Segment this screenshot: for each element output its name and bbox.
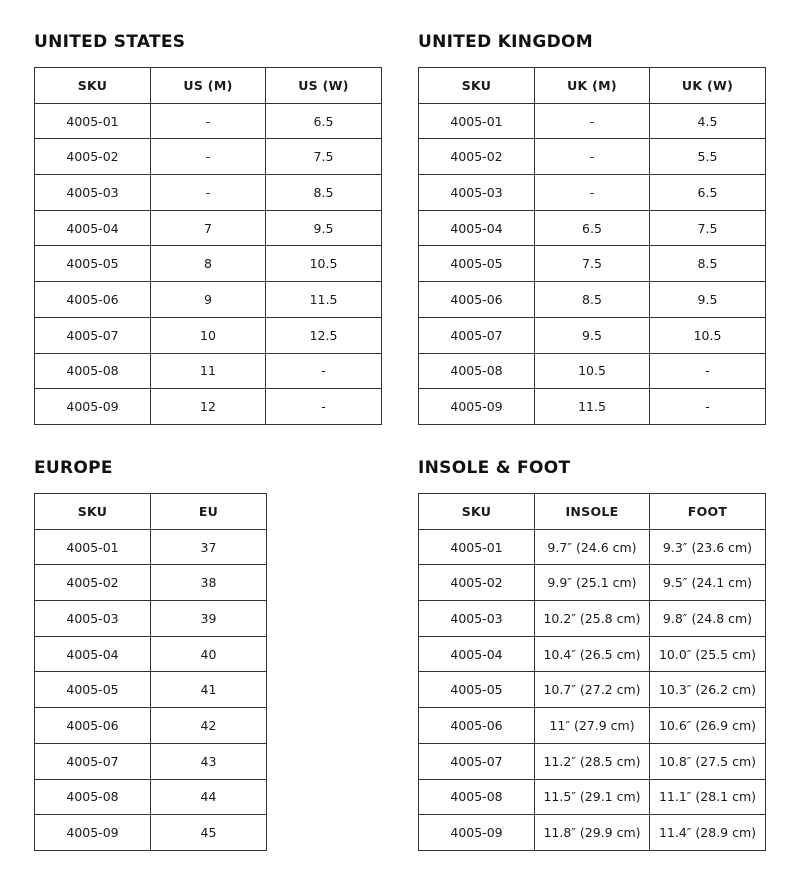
size-cell: 10.0″ (25.5 cm) (650, 636, 766, 672)
sku-cell: 4005-03 (419, 175, 535, 211)
table-row (35, 815, 267, 851)
size-cell: - (535, 139, 650, 175)
table-row (419, 601, 766, 637)
column-header: UK (M) (535, 68, 650, 104)
sku-cell: 4005-06 (419, 282, 535, 318)
column-header: SKU (419, 68, 535, 104)
us-title: UNITED STATES (34, 32, 186, 52)
size-cell: 37 (151, 529, 267, 565)
table-header-row (35, 494, 267, 530)
table-header-row (419, 68, 766, 104)
size-cell: 42 (151, 708, 267, 744)
table-row (35, 317, 382, 353)
size-cell: 9.8″ (24.8 cm) (650, 601, 766, 637)
size-cell: 11.2″ (28.5 cm) (535, 743, 650, 779)
size-cell: - (151, 175, 266, 211)
column-header: US (W) (266, 68, 382, 104)
sku-cell: 4005-08 (35, 779, 151, 815)
size-cell: 8.5 (650, 246, 766, 282)
table-row (35, 565, 267, 601)
sku-cell: 4005-05 (35, 672, 151, 708)
sku-cell: 4005-01 (419, 529, 535, 565)
size-cell: 11.5″ (29.1 cm) (535, 779, 650, 815)
size-cell: 11.5 (535, 389, 650, 425)
size-cell: 10.7″ (27.2 cm) (535, 672, 650, 708)
us-size-table (34, 67, 382, 425)
table-row (419, 565, 766, 601)
table-row (419, 708, 766, 744)
table-row (35, 246, 382, 282)
size-cell: 5.5 (650, 139, 766, 175)
size-cell: 7 (151, 210, 266, 246)
sku-cell: 4005-07 (35, 317, 151, 353)
table-row (35, 210, 382, 246)
size-cell: 10.6″ (26.9 cm) (650, 708, 766, 744)
uk-size-table (418, 67, 766, 425)
size-cell: - (650, 353, 766, 389)
size-cell: - (266, 389, 382, 425)
table-row (35, 779, 267, 815)
sku-cell: 4005-09 (419, 389, 535, 425)
size-cell: 11″ (27.9 cm) (535, 708, 650, 744)
column-header: SKU (419, 494, 535, 530)
sku-cell: 4005-01 (35, 103, 151, 139)
size-cell: 11.5 (266, 282, 382, 318)
size-cell: 8.5 (535, 282, 650, 318)
sku-cell: 4005-05 (419, 672, 535, 708)
size-cell: 12 (151, 389, 266, 425)
table-row (419, 389, 766, 425)
size-cell: 9.7″ (24.6 cm) (535, 529, 650, 565)
table-row (419, 317, 766, 353)
column-header: SKU (35, 68, 151, 104)
table-row (35, 389, 382, 425)
uk-title: UNITED KINGDOM (418, 32, 593, 52)
insole-foot-table (418, 493, 766, 851)
size-cell: 44 (151, 779, 267, 815)
column-header: FOOT (650, 494, 766, 530)
size-cell: 11.8″ (29.9 cm) (535, 815, 650, 851)
column-header: EU (151, 494, 267, 530)
size-cell: 10.3″ (26.2 cm) (650, 672, 766, 708)
table-row (419, 636, 766, 672)
sku-cell: 4005-05 (35, 246, 151, 282)
size-cell: 39 (151, 601, 267, 637)
sku-cell: 4005-07 (35, 743, 151, 779)
size-cell: 9.5 (650, 282, 766, 318)
size-cell: 7.5 (535, 246, 650, 282)
sku-cell: 4005-08 (419, 353, 535, 389)
table-row (35, 601, 267, 637)
sku-cell: 4005-03 (35, 601, 151, 637)
size-cell: 10 (151, 317, 266, 353)
size-cell: 10.5 (650, 317, 766, 353)
size-cell: 11 (151, 353, 266, 389)
table-row (35, 353, 382, 389)
sku-cell: 4005-03 (419, 601, 535, 637)
table-row (419, 529, 766, 565)
table-row (419, 139, 766, 175)
table-row (35, 672, 267, 708)
table-row (35, 529, 267, 565)
size-cell: 9.9″ (25.1 cm) (535, 565, 650, 601)
sku-cell: 4005-09 (35, 815, 151, 851)
sku-cell: 4005-04 (35, 636, 151, 672)
size-cell: 10.8″ (27.5 cm) (650, 743, 766, 779)
size-cell: 40 (151, 636, 267, 672)
column-header: UK (W) (650, 68, 766, 104)
sku-cell: 4005-01 (35, 529, 151, 565)
table-row (35, 636, 267, 672)
sku-cell: 4005-08 (35, 353, 151, 389)
table-row (419, 175, 766, 211)
table-row (35, 175, 382, 211)
table-row (419, 779, 766, 815)
size-cell: 10.4″ (26.5 cm) (535, 636, 650, 672)
sku-cell: 4005-06 (419, 708, 535, 744)
size-cell: 6.5 (535, 210, 650, 246)
sku-cell: 4005-02 (419, 139, 535, 175)
eu-size-table (34, 493, 267, 851)
size-cell: 8 (151, 246, 266, 282)
size-cell: 7.5 (266, 139, 382, 175)
table-row (419, 103, 766, 139)
sku-cell: 4005-07 (419, 317, 535, 353)
table-row (419, 282, 766, 318)
size-cell: 9.5 (266, 210, 382, 246)
sku-cell: 4005-09 (35, 389, 151, 425)
sku-cell: 4005-08 (419, 779, 535, 815)
column-header: INSOLE (535, 494, 650, 530)
size-cell: 9 (151, 282, 266, 318)
sku-cell: 4005-04 (35, 210, 151, 246)
table-row (35, 743, 267, 779)
table-row (419, 353, 766, 389)
table-header-row (419, 494, 766, 530)
size-cell: - (151, 139, 266, 175)
table-row (35, 103, 382, 139)
table-header-row (35, 68, 382, 104)
size-cell: 12.5 (266, 317, 382, 353)
sku-cell: 4005-02 (35, 565, 151, 601)
table-row (35, 139, 382, 175)
size-cell: 11.1″ (28.1 cm) (650, 779, 766, 815)
size-cell: 9.3″ (23.6 cm) (650, 529, 766, 565)
size-cell: 8.5 (266, 175, 382, 211)
size-cell: 7.5 (650, 210, 766, 246)
size-cell: 43 (151, 743, 267, 779)
sku-cell: 4005-06 (35, 708, 151, 744)
size-cell: 4.5 (650, 103, 766, 139)
size-cell: - (535, 175, 650, 211)
sku-cell: 4005-04 (419, 210, 535, 246)
table-row (419, 815, 766, 851)
table-row (419, 672, 766, 708)
sku-cell: 4005-01 (419, 103, 535, 139)
sku-cell: 4005-06 (35, 282, 151, 318)
size-cell: 9.5 (535, 317, 650, 353)
size-cell: 45 (151, 815, 267, 851)
size-cell: 6.5 (266, 103, 382, 139)
column-header: US (M) (151, 68, 266, 104)
sku-cell: 4005-03 (35, 175, 151, 211)
size-cell: 11.4″ (28.9 cm) (650, 815, 766, 851)
insole-foot-title: INSOLE & FOOT (418, 458, 571, 478)
sku-cell: 4005-05 (419, 246, 535, 282)
sku-cell: 4005-04 (419, 636, 535, 672)
sku-cell: 4005-07 (419, 743, 535, 779)
size-cell: 10.5 (266, 246, 382, 282)
table-row (419, 246, 766, 282)
size-cell: 6.5 (650, 175, 766, 211)
column-header: SKU (35, 494, 151, 530)
sku-cell: 4005-02 (35, 139, 151, 175)
size-cell: - (650, 389, 766, 425)
table-row (35, 708, 267, 744)
size-cell: 41 (151, 672, 267, 708)
sku-cell: 4005-09 (419, 815, 535, 851)
table-row (35, 282, 382, 318)
size-cell: 9.5″ (24.1 cm) (650, 565, 766, 601)
size-cell: 38 (151, 565, 267, 601)
eu-title: EUROPE (34, 458, 113, 478)
size-cell: 10.2″ (25.8 cm) (535, 601, 650, 637)
table-row (419, 210, 766, 246)
size-cell: - (266, 353, 382, 389)
size-cell: 10.5 (535, 353, 650, 389)
size-cell: - (535, 103, 650, 139)
sku-cell: 4005-02 (419, 565, 535, 601)
table-row (419, 743, 766, 779)
size-cell: - (151, 103, 266, 139)
